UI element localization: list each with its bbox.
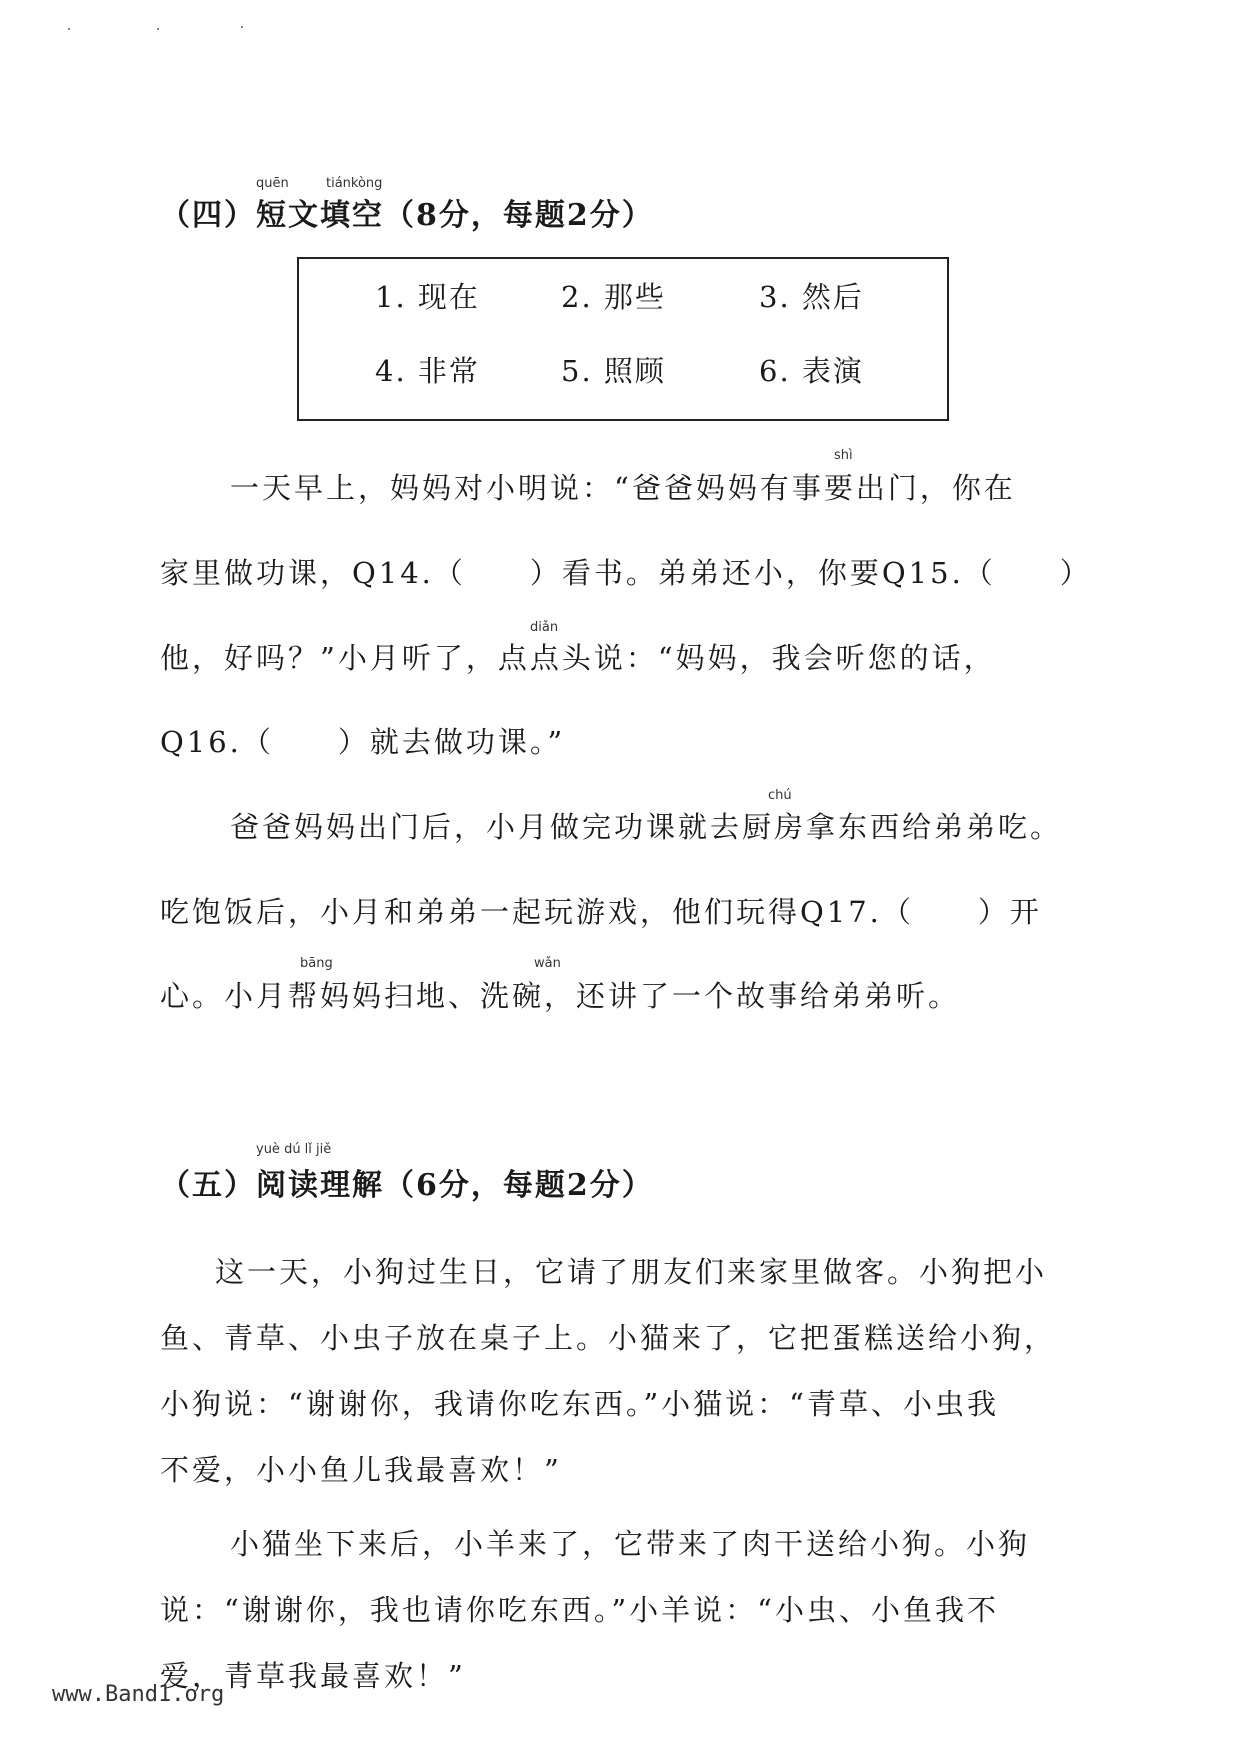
scan-speck (157, 28, 159, 30)
watermark-url: www.Band1.org (52, 1682, 225, 1707)
ruby-bang: bāng (300, 956, 333, 971)
section-4-heading: （四）短文填空（8分，每题2分） (160, 198, 654, 233)
ruby-shi: shì (834, 448, 853, 463)
passage-5-line: 不爱，小小鱼儿我最喜欢！” (160, 1453, 562, 1487)
ruby-wan: wǎn (534, 956, 561, 971)
section-5-heading: （五）阅读理解（6分，每题2分） (160, 1168, 654, 1203)
scan-speck (241, 26, 243, 28)
pinyin-tiankong: tiánkòng (326, 176, 383, 191)
word-bank-item: 6. 表演 (759, 354, 864, 388)
passage-5-line: 小猫坐下来后，小羊来了，它带来了肉干送给小狗。小狗 (230, 1527, 1031, 1561)
passage-5-line: 鱼、青草、小虫子放在桌子上。小猫来了，它把蛋糕送给小狗， (160, 1321, 1057, 1355)
word-bank-item: 3. 然后 (759, 280, 864, 314)
passage-4-line: 一天早上，妈妈对小明说：“爸爸妈妈有事要出门，你在 (230, 471, 1016, 505)
passage-5-line: 爱，青草我最喜欢！” (160, 1659, 466, 1693)
pinyin-duanwen: quēn (256, 176, 289, 191)
scan-speck (68, 28, 70, 30)
passage-4-line: 爸爸妈妈出门后，小月做完功课就去厨房拿东西给弟弟吃。 (230, 810, 1063, 844)
pinyin-yuedulijie: yuè dú lǐ jiě (256, 1142, 332, 1157)
passage-5-line: 说：“谢谢你，我也请你吃东西。”小羊说：“小虫、小鱼我不 (160, 1593, 999, 1627)
word-bank-box (297, 257, 949, 421)
ruby-chu: chú (768, 788, 792, 803)
passage-4-line: Q16.（ ）就去做功课。” (160, 725, 566, 759)
passage-5-line: 这一天，小狗过生日，它请了朋友们来家里做客。小狗把小 (215, 1255, 1048, 1289)
passage-4-line: 吃饱饭后，小月和弟弟一起玩游戏，他们玩得Q17.（ ）开 (160, 895, 1042, 929)
word-bank-item: 4. 非常 (375, 354, 480, 388)
passage-4-line: 他，好吗？”小月听了，点点头说：“妈妈，我会听您的话， (160, 641, 996, 675)
word-bank-item: 5. 照顾 (561, 354, 666, 388)
ruby-dian: diǎn (530, 620, 559, 635)
word-bank-item: 2. 那些 (561, 280, 666, 314)
word-bank-item: 1. 现在 (375, 280, 480, 314)
passage-4-line: 心。小月帮妈妈扫地、洗碗，还讲了一个故事给弟弟听。 (160, 979, 961, 1013)
passage-5-line: 小狗说：“谢谢你，我请你吃东西。”小猫说：“青草、小虫我 (160, 1387, 999, 1421)
passage-4-line: 家里做功课，Q14.（ ）看书。弟弟还小，你要Q15.（ ） (160, 556, 1092, 590)
